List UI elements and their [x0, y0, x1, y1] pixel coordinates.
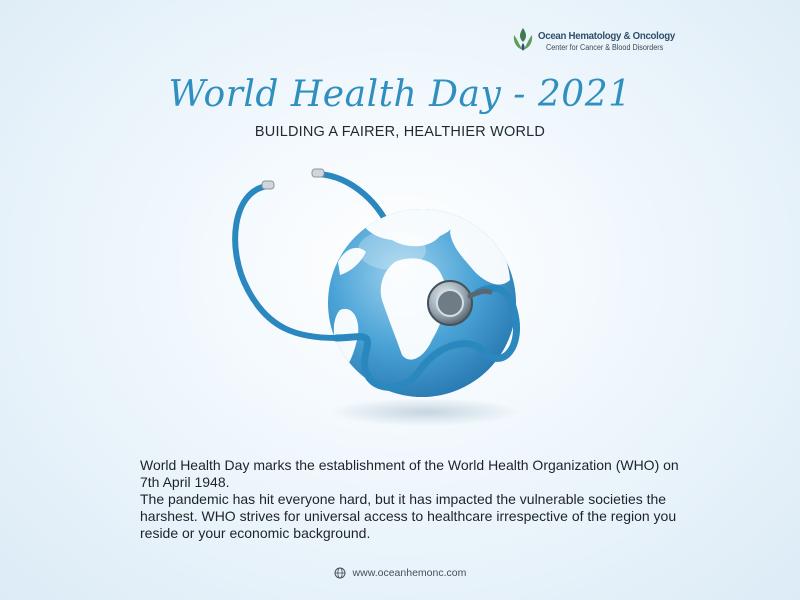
- stethoscope-earpiece-left: [262, 181, 274, 189]
- stethoscope-tube-left: [235, 186, 336, 338]
- website-footer[interactable]: [0, 567, 800, 579]
- page-subtitle: BUILDING A FAIRER, HEALTHIER WORLD: [254, 124, 546, 140]
- globe-icon: [334, 567, 346, 579]
- stethoscope-diaphragm: [437, 290, 463, 316]
- page-title: World Health Day - 2021: [168, 74, 632, 115]
- brand-tagline: Center for Cancer & Blood Disorders: [546, 43, 664, 52]
- globe-shadow: [330, 398, 520, 426]
- body-paragraph-2: The pandemic has hit everyone hard, but it has impacted the vulnerable societies the harshest. WHO strives for universal access to healthcare irrespective of the region you reside or your economic background.: [140, 491, 677, 541]
- website-link[interactable]: www.oceanhemonc.com: [352, 567, 467, 580]
- brand-name: Ocean Hematology & Oncology: [538, 30, 675, 42]
- body-paragraph-1: World Health Day marks the establishment of the World Health Organization (WHO) on 7th April 1948.: [140, 457, 679, 490]
- body-text: [140, 457, 700, 542]
- stethoscope-earpiece-right: [312, 169, 324, 177]
- globe-highlight: [358, 230, 426, 270]
